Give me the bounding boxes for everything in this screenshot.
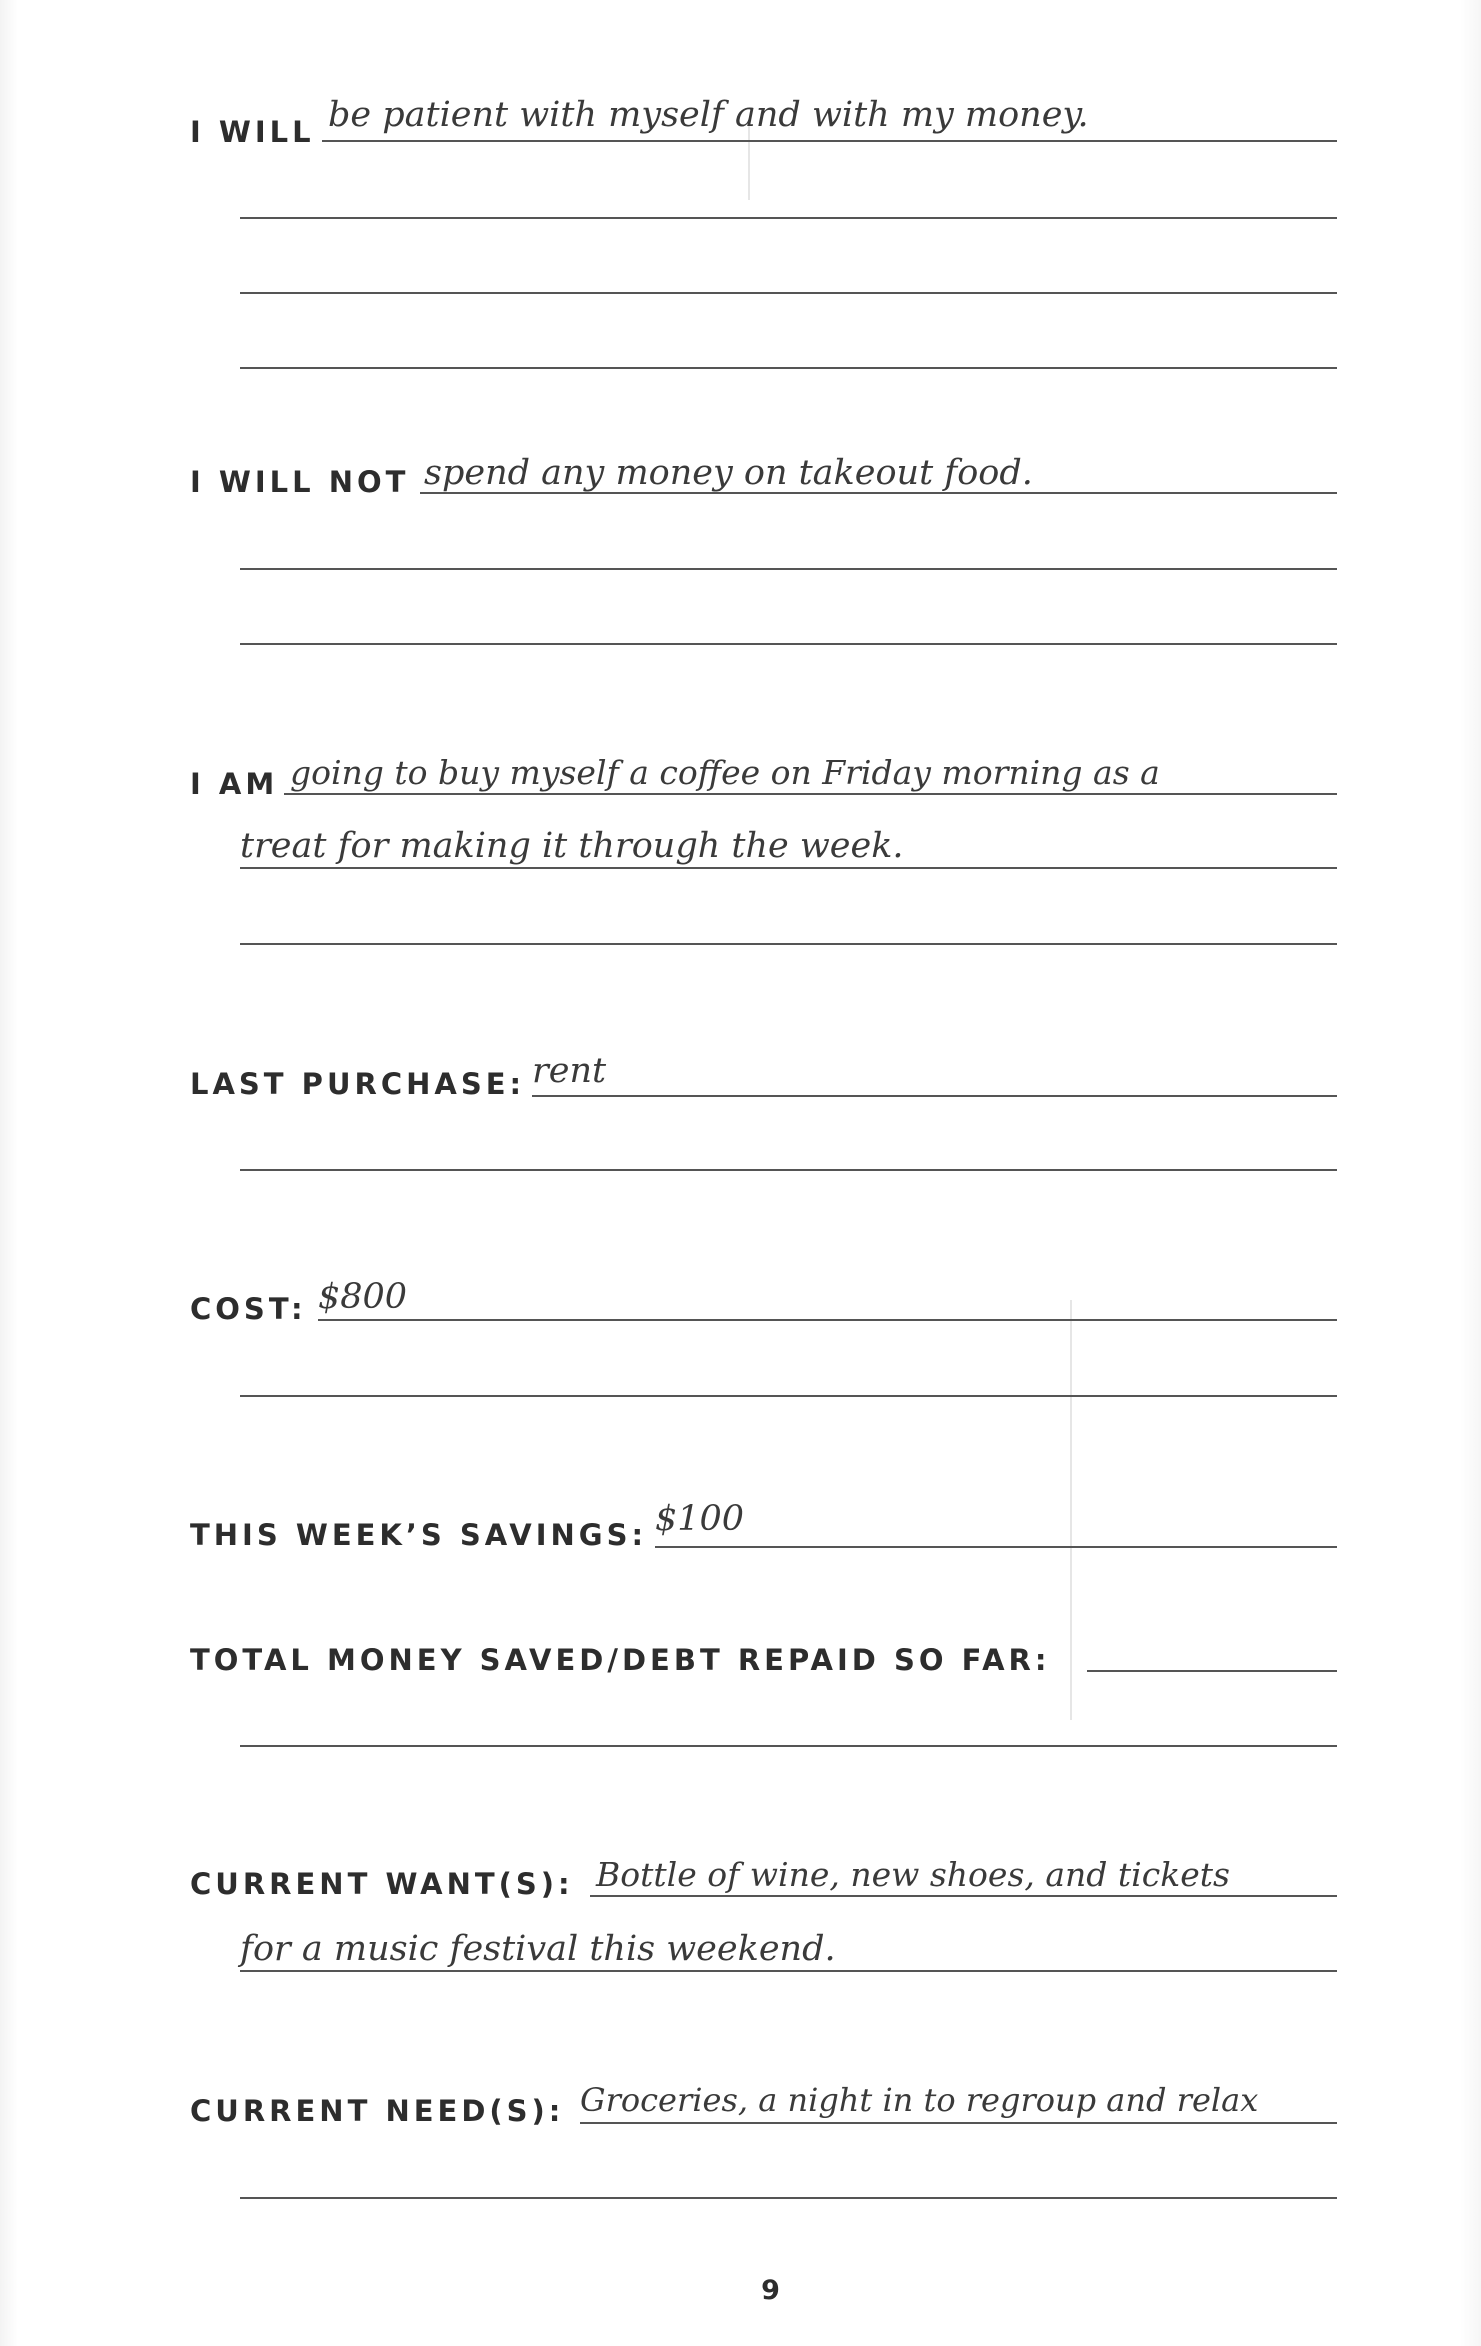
current-wants-answer-line-2[interactable]: for a music festival this weekend. — [240, 1929, 836, 1969]
cost-line-1[interactable] — [318, 1319, 1337, 1321]
i-will-not-line-1[interactable] — [420, 492, 1337, 494]
last-purchase-line-2[interactable] — [240, 1169, 1337, 1171]
current-wants-line-1[interactable] — [590, 1895, 1337, 1897]
i-will-not-line-3[interactable] — [240, 643, 1337, 645]
last-purchase-label: LAST PURCHASE: — [190, 1067, 526, 1101]
current-wants-label: CURRENT WANT(S): — [190, 1867, 574, 1901]
i-am-label: I AM — [190, 767, 279, 801]
i-am-line-2[interactable] — [240, 867, 1337, 869]
i-am-answer-line-1[interactable]: going to buy myself a coffee on Friday morning as a — [290, 753, 1160, 792]
i-am-answer-line-2[interactable]: treat for making it through the week. — [240, 826, 904, 866]
current-needs-line-2[interactable] — [240, 2197, 1337, 2199]
cost-answer[interactable]: $800 — [318, 1277, 408, 1317]
i-will-line-2[interactable] — [240, 217, 1337, 219]
cost-label: COST: — [190, 1292, 307, 1326]
current-wants-answer-line-1[interactable]: Bottle of wine, new shoes, and tickets — [596, 1855, 1230, 1894]
page-number: 9 — [761, 2275, 780, 2306]
total-saved-line-1[interactable] — [1087, 1670, 1337, 1672]
total-saved-label: TOTAL MONEY SAVED/DEBT REPAID SO FAR: — [190, 1643, 1051, 1677]
current-needs-label: CURRENT NEED(S): — [190, 2094, 565, 2128]
total-saved-line-2[interactable] — [240, 1745, 1337, 1747]
i-am-line-3[interactable] — [240, 943, 1337, 945]
weekly-savings-label: THIS WEEK’S SAVINGS: — [190, 1518, 648, 1552]
i-will-not-line-2[interactable] — [240, 568, 1337, 570]
current-needs-line-1[interactable] — [580, 2122, 1337, 2124]
last-purchase-answer[interactable]: rent — [532, 1051, 607, 1091]
last-purchase-line-1[interactable] — [532, 1095, 1337, 1097]
current-wants-line-2[interactable] — [240, 1970, 1337, 1972]
i-will-line-4[interactable] — [240, 367, 1337, 369]
weekly-savings-answer[interactable]: $100 — [655, 1499, 745, 1539]
current-needs-answer[interactable]: Groceries, a night in to regroup and relax — [580, 2081, 1259, 2119]
cost-line-2[interactable] — [240, 1395, 1337, 1397]
i-will-line-3[interactable] — [240, 292, 1337, 294]
i-will-line-1[interactable] — [322, 140, 1337, 142]
i-am-line-1[interactable] — [284, 793, 1337, 795]
i-will-label: I WILL — [190, 115, 315, 149]
paper-crease — [1070, 1300, 1072, 1720]
i-will-not-answer[interactable]: spend any money on takeout food. — [424, 453, 1033, 493]
i-will-not-label: I WILL NOT — [190, 465, 410, 499]
weekly-savings-line-1[interactable] — [655, 1546, 1337, 1548]
i-will-answer[interactable]: be patient with myself and with my money. — [328, 95, 1089, 135]
